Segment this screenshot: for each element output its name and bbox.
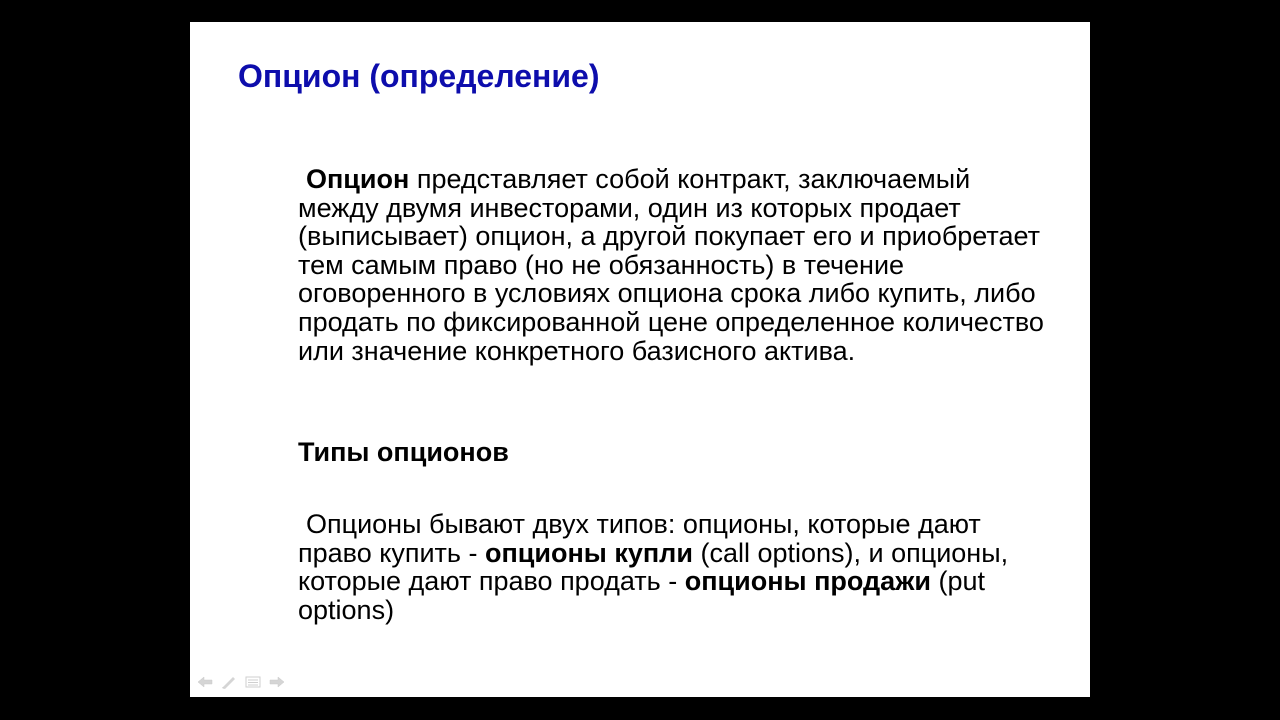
slide [190,22,1090,697]
types-heading [298,438,1058,467]
arrow-right-icon[interactable] [268,675,286,689]
arrow-left-icon[interactable] [196,675,214,689]
definition-term: Опцион [306,164,410,194]
types-paragraph [298,510,1058,624]
call-options-term: опционы купли [484,537,693,568]
definition-paragraph [298,165,1058,365]
pen-icon[interactable] [220,675,238,689]
put-options-note: (put options) [298,566,985,625]
definition-text: представляет собой контракт, заключаемый между двумя инвесторами, один из которых продает (выписывает) опцион, а другой покупает его и приобретает тем самым право (но не обязанность) в течение оговоренного в условиях опциона срока либо купить, либо продать по фиксированной цене определенное количество или значение конкретного базисного актива. [298,164,1044,366]
types-heading-text: Типы опционов [298,437,509,467]
types-intro: Опционы бывают двух типов: опционы, которые дают право купить - [298,509,981,568]
menu-icon[interactable] [244,675,262,689]
slide-title: Опцион (определение) [238,58,600,94]
put-options-term: опционы продажи [684,566,931,597]
call-options-note: (call options), и опционы, которые дают право продать - [298,537,1009,597]
slide-navigation [196,675,286,689]
